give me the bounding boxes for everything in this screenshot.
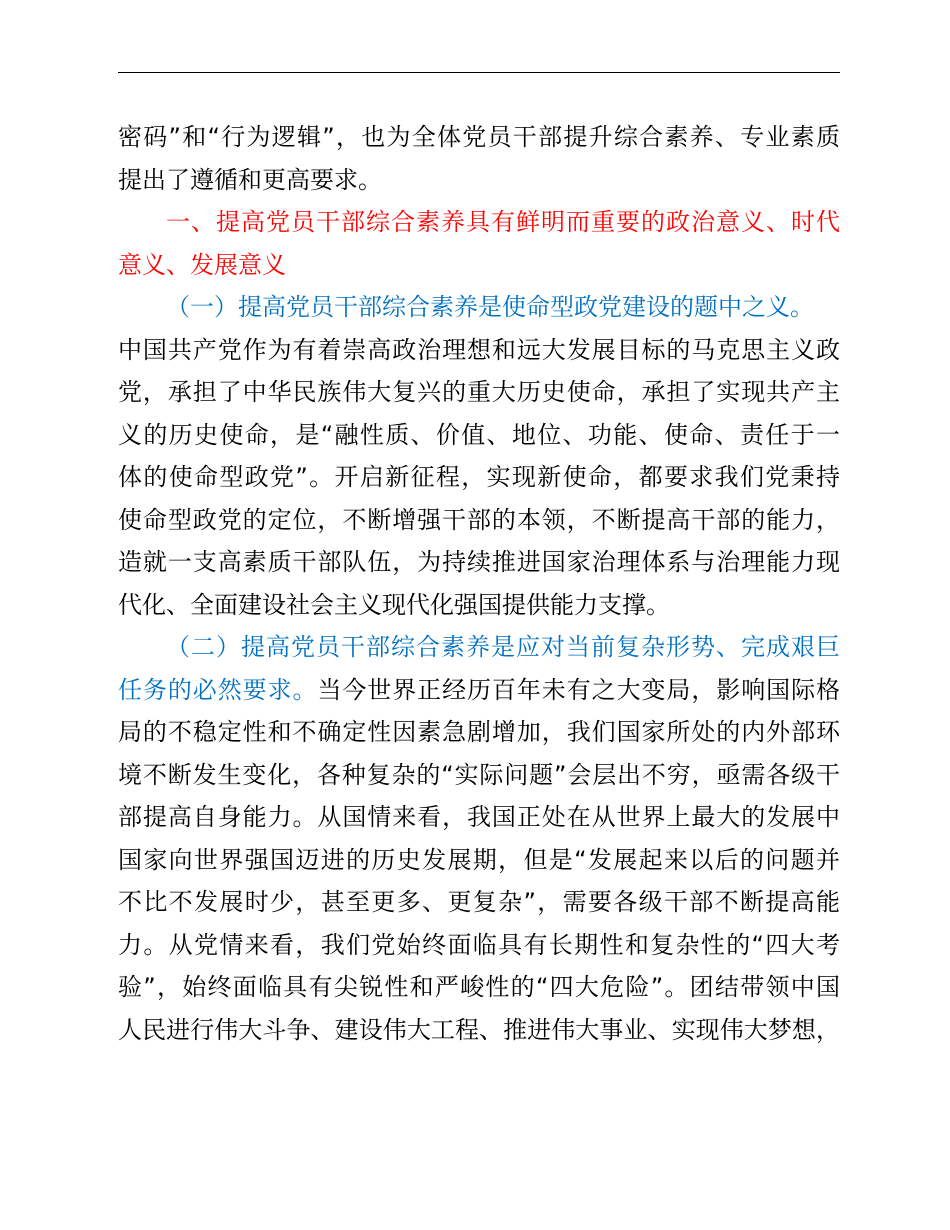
subsection-title: （一）提高党员干部综合素养是使命型政党建设的题中之义。 [166,293,814,321]
text-line: 义的历史使命，是“融性质、价值、地位、功能、使命、责任于一 [118,420,840,449]
mixed-line [118,669,840,712]
text-line: 力。从党情来看，我们党始终面临具有长期性和复杂性的“四大考 [118,930,840,959]
text-line: 造就一支高素质干部队伍，为持续推进国家治理体系与治理能力现 [118,548,840,576]
text-line: 局的不稳定性和不确定性因素急剧增加，我们国家所处的内外部环 [118,718,840,746]
section-heading [118,201,840,286]
text-line: 国家向世界强国迈进的历史发展期，但是“发展起来以后的问题并 [118,845,840,874]
heading-line: 意义、发展意义 [118,250,286,279]
text-line: 验”，始终面临具有尖锐性和严峻性的“四大危险”。团结带领中国 [118,973,840,1001]
text-line: 不比不发展时少，甚至更多、更复杂”，需要各级干部不断提高能 [118,888,840,916]
subsection-title: （二）提高党员干部综合素养是应对当前复杂形势、完成艰巨 [166,633,840,661]
subsection-two [118,626,840,1051]
text-line: 密码”和“行为逻辑”，也为全体党员干部提升综合素养、专业素质 [118,123,840,151]
text-line: 代化、全面建设社会主义现代化强国提供能力支撑。 [118,590,670,619]
header-rule [118,72,840,73]
text-line: 体的使命型政党”。开启新征程，实现新使命，都要求我们党秉持 [118,463,840,491]
text-fragment: 当今世界正经历百年未有之大变局，影响国际格 [317,675,841,704]
subsection-one [118,286,840,626]
document-body [118,116,840,1051]
subsection-title-end: 任务的必然要求。 [118,675,318,704]
text-line: 提出了遵循和更高要求。 [118,165,382,194]
text-line: 人民进行伟大斗争、建设伟大工程、推进伟大事业、实现伟大梦想， [118,1015,840,1044]
heading-line: 一、提高党员干部综合素养具有鲜明而重要的政治意义、时代 [166,208,840,236]
paragraph-continuation [118,116,840,201]
text-line: 使命型政党的定位，不断增强干部的本领，不断提高干部的能力， [118,505,840,534]
text-line: 部提高自身能力。从国情来看，我国正处在从世界上最大的发展中 [118,803,840,831]
text-line: 中国共产党作为有着崇高政治理想和远大发展目标的马克思主义政 [118,335,840,364]
text-line: 党，承担了中华民族伟大复兴的重大历史使命，承担了实现共产主 [118,378,840,406]
text-line: 境不断发生变化，各种复杂的“实际问题”会层出不穷，亟需各级干 [118,760,840,789]
